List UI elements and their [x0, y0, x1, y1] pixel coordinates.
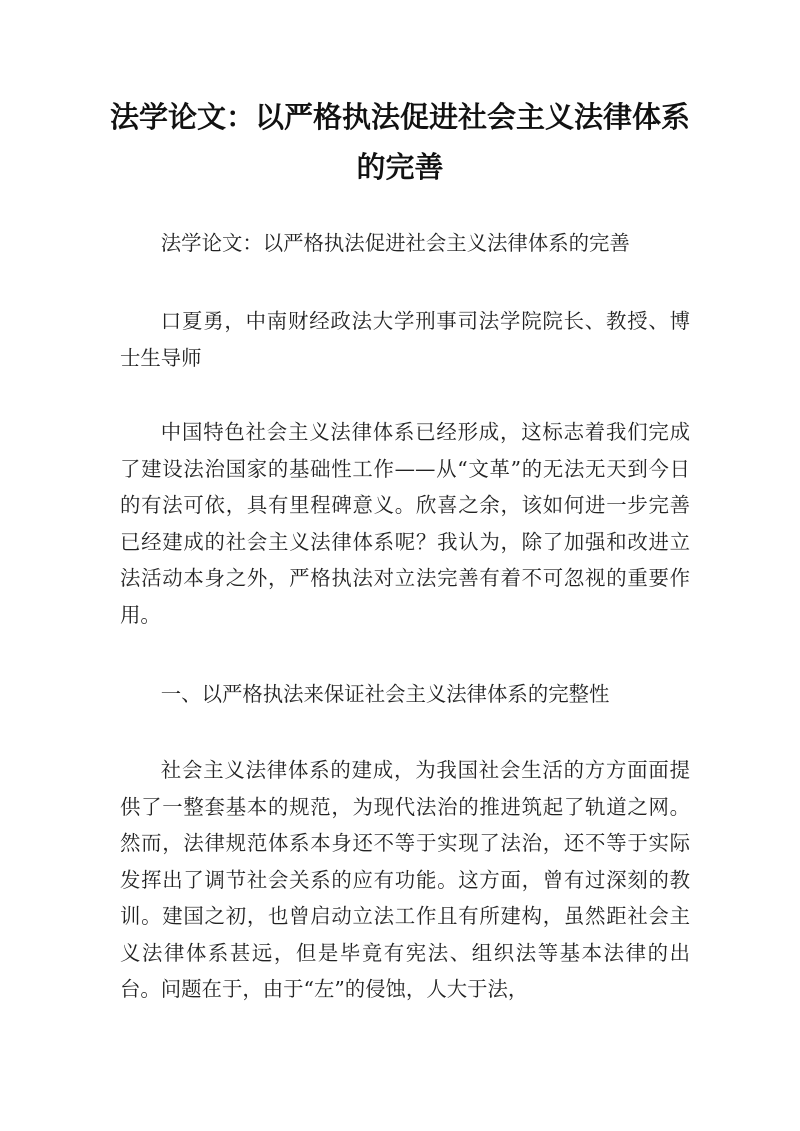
document-title: 法学论文：以严格执法促进社会主义法律体系的完善: [109, 100, 690, 184]
intro-paragraph: 中国特色社会主义法律体系已经形成，这标志着我们完成了建设法治国家的基础性工作——从“文革”的无法无天到今日的有法可依，具有里程碑意义。欣喜之余，该如何进一步完善已经建成的社会主义法律体系呢？我认为，除了加强和改进立法活动本身之外，严格执法对立法完善有着不可忽视的重要作用。: [120, 420, 690, 627]
section-body-paragraph: 社会主义法律体系的建成，为我国社会生活的方方面面提供了一整套基本的规范，为现代法治的推进筑起了轨道之网。然而，法律规范体系本身还不等于实现了法治，还不等于实际发挥出了调节社会关系的应有功能。这方面，曾有过深刻的教训。建国之初，也曾启动立法工作且有所建构，虽然距社会主义法律体系甚远，但是毕竟有宪法、组织法等基本法律的出台。问题在于，由于“左”的侵蚀，人大于法，: [120, 758, 690, 1001]
author-paragraph: 口夏勇，中南财经政法大学刑事司法学院院长、教授、博士生导师: [120, 309, 690, 370]
subtitle-paragraph: 法学论文：以严格执法促进社会主义法律体系的完善: [160, 231, 630, 255]
section-heading: 一、以严格执法来保证社会主义法律体系的完整性: [160, 682, 610, 706]
